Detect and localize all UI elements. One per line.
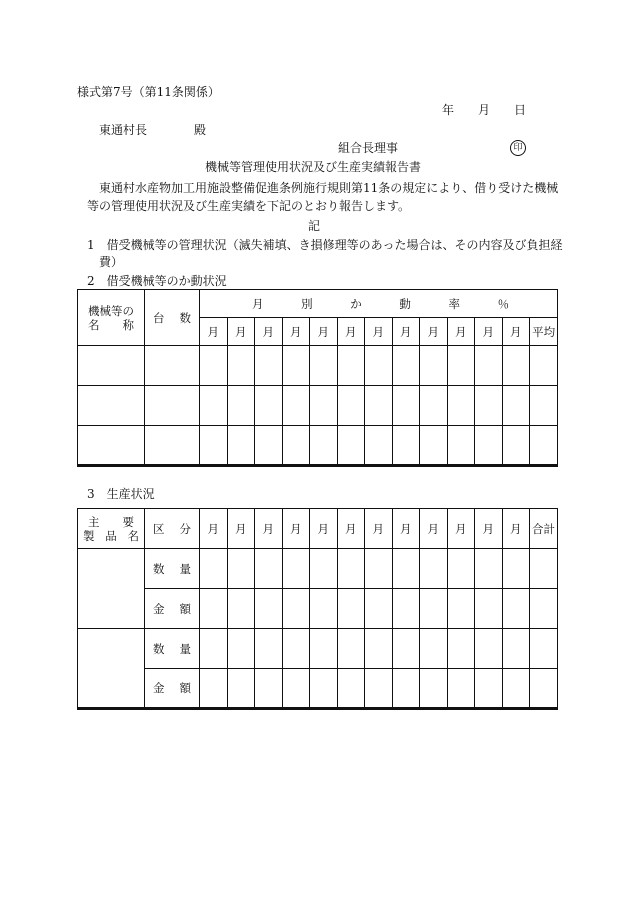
month-header: 月	[420, 318, 448, 346]
document-title: 機械等管理使用状況及び生産実績報告書	[205, 160, 422, 174]
month-header: 月	[255, 509, 283, 549]
month-header: 月	[475, 509, 503, 549]
month-header: 月	[310, 318, 338, 346]
section1-line-2: 費）	[99, 255, 124, 269]
month-header: 月	[365, 318, 393, 346]
quantity-char-1: 数	[153, 641, 165, 656]
header-category	[145, 509, 200, 549]
quantity-label	[145, 549, 200, 589]
table-row	[78, 426, 558, 466]
table-row	[78, 346, 558, 386]
section2-title: 2 借受機械等のか動状況	[87, 274, 227, 288]
header-name-char-2: 称	[122, 317, 134, 332]
intro-line-1: 東通村水産物加工用施設整備促進条例施行規則第11条の規定により、借り受けた機械	[99, 181, 559, 195]
month-header: 月	[447, 509, 475, 549]
header-product-char-4: 品	[105, 528, 117, 543]
month-header: 月	[282, 318, 310, 346]
table-row	[78, 589, 558, 629]
header-product-char-3: 製	[83, 528, 95, 543]
table-row	[78, 549, 558, 589]
month-header: 月	[337, 318, 365, 346]
ki-marker: 記	[308, 219, 321, 233]
amount-label	[145, 589, 200, 629]
quantity-label	[145, 629, 200, 669]
month-header: 月	[200, 318, 228, 346]
amount-char-1: 金	[153, 681, 165, 695]
rate-char-1: 月	[252, 296, 264, 311]
header-name-char-1: 名	[88, 317, 100, 332]
month-header: 月	[475, 318, 503, 346]
rate-char-2: 別	[301, 296, 313, 311]
quantity-char-2: 量	[179, 561, 191, 576]
header-product-char-5: 名	[127, 528, 139, 543]
product-name-cell	[78, 549, 145, 629]
table-row	[78, 386, 558, 426]
month-header: 月	[282, 509, 310, 549]
month-header: 月	[502, 318, 530, 346]
header-machine-name	[78, 290, 145, 346]
form-number: 様式第7号（第11条関係）	[77, 85, 220, 99]
month-header: 月	[200, 509, 228, 549]
quantity-char-1: 数	[153, 561, 165, 576]
header-monthly-rate	[200, 290, 558, 318]
month-header: 月	[337, 509, 365, 549]
amount-char-2: 額	[179, 601, 191, 616]
seal-mark: 印	[510, 140, 526, 156]
month-header: 月	[447, 318, 475, 346]
month-header: 月	[365, 509, 393, 549]
amount-label	[145, 669, 200, 709]
section1-line-1: 1 借受機械等の管理状況（滅失補填、き損修理等のあった場合は、その内容及び負担経	[87, 238, 563, 252]
header-category-char-2: 分	[179, 521, 191, 536]
header-count-char-2: 数	[179, 310, 191, 325]
production-table	[77, 508, 558, 710]
date-year: 年	[442, 103, 455, 117]
rate-char-6: ％	[497, 296, 510, 311]
addressee-name: 東通村長	[99, 123, 148, 137]
quantity-char-2: 量	[179, 641, 191, 656]
table-row	[78, 629, 558, 669]
month-header: 月	[392, 509, 420, 549]
sender-title: 組合長理事	[338, 141, 399, 155]
header-main-product	[78, 509, 145, 549]
rate-char-3: か	[350, 296, 362, 311]
operation-rate-table	[77, 289, 558, 467]
header-category-char-1: 区	[153, 521, 165, 536]
month-header: 月	[502, 509, 530, 549]
date-day: 日	[514, 103, 527, 117]
total-header: 合計	[530, 509, 558, 549]
month-header: 月	[310, 509, 338, 549]
month-header: 月	[227, 318, 255, 346]
product-name-cell	[78, 629, 145, 709]
rate-char-4: 動	[399, 296, 411, 311]
header-machine-name-line1: 機械等の	[88, 303, 134, 318]
average-header: 平均	[530, 318, 558, 346]
date-month: 月	[478, 103, 491, 117]
addressee-honorific: 殿	[194, 123, 207, 137]
month-header: 月	[227, 509, 255, 549]
section3-title: 3 生産状況	[87, 487, 155, 501]
date-line	[442, 102, 526, 118]
rate-char-5: 率	[448, 296, 460, 311]
month-header: 月	[420, 509, 448, 549]
intro-line-2: 等の管理使用状況及び生産実績を下記のとおり報告します。	[87, 199, 411, 213]
table-row	[78, 669, 558, 709]
header-product-char-1: 主	[88, 514, 100, 529]
month-header: 月	[392, 318, 420, 346]
amount-char-2: 額	[179, 681, 191, 695]
header-count-char-1: 台	[153, 310, 165, 325]
month-header: 月	[255, 318, 283, 346]
header-product-char-2: 要	[122, 514, 134, 529]
amount-char-1: 金	[153, 601, 165, 616]
header-unit-count	[145, 290, 200, 346]
